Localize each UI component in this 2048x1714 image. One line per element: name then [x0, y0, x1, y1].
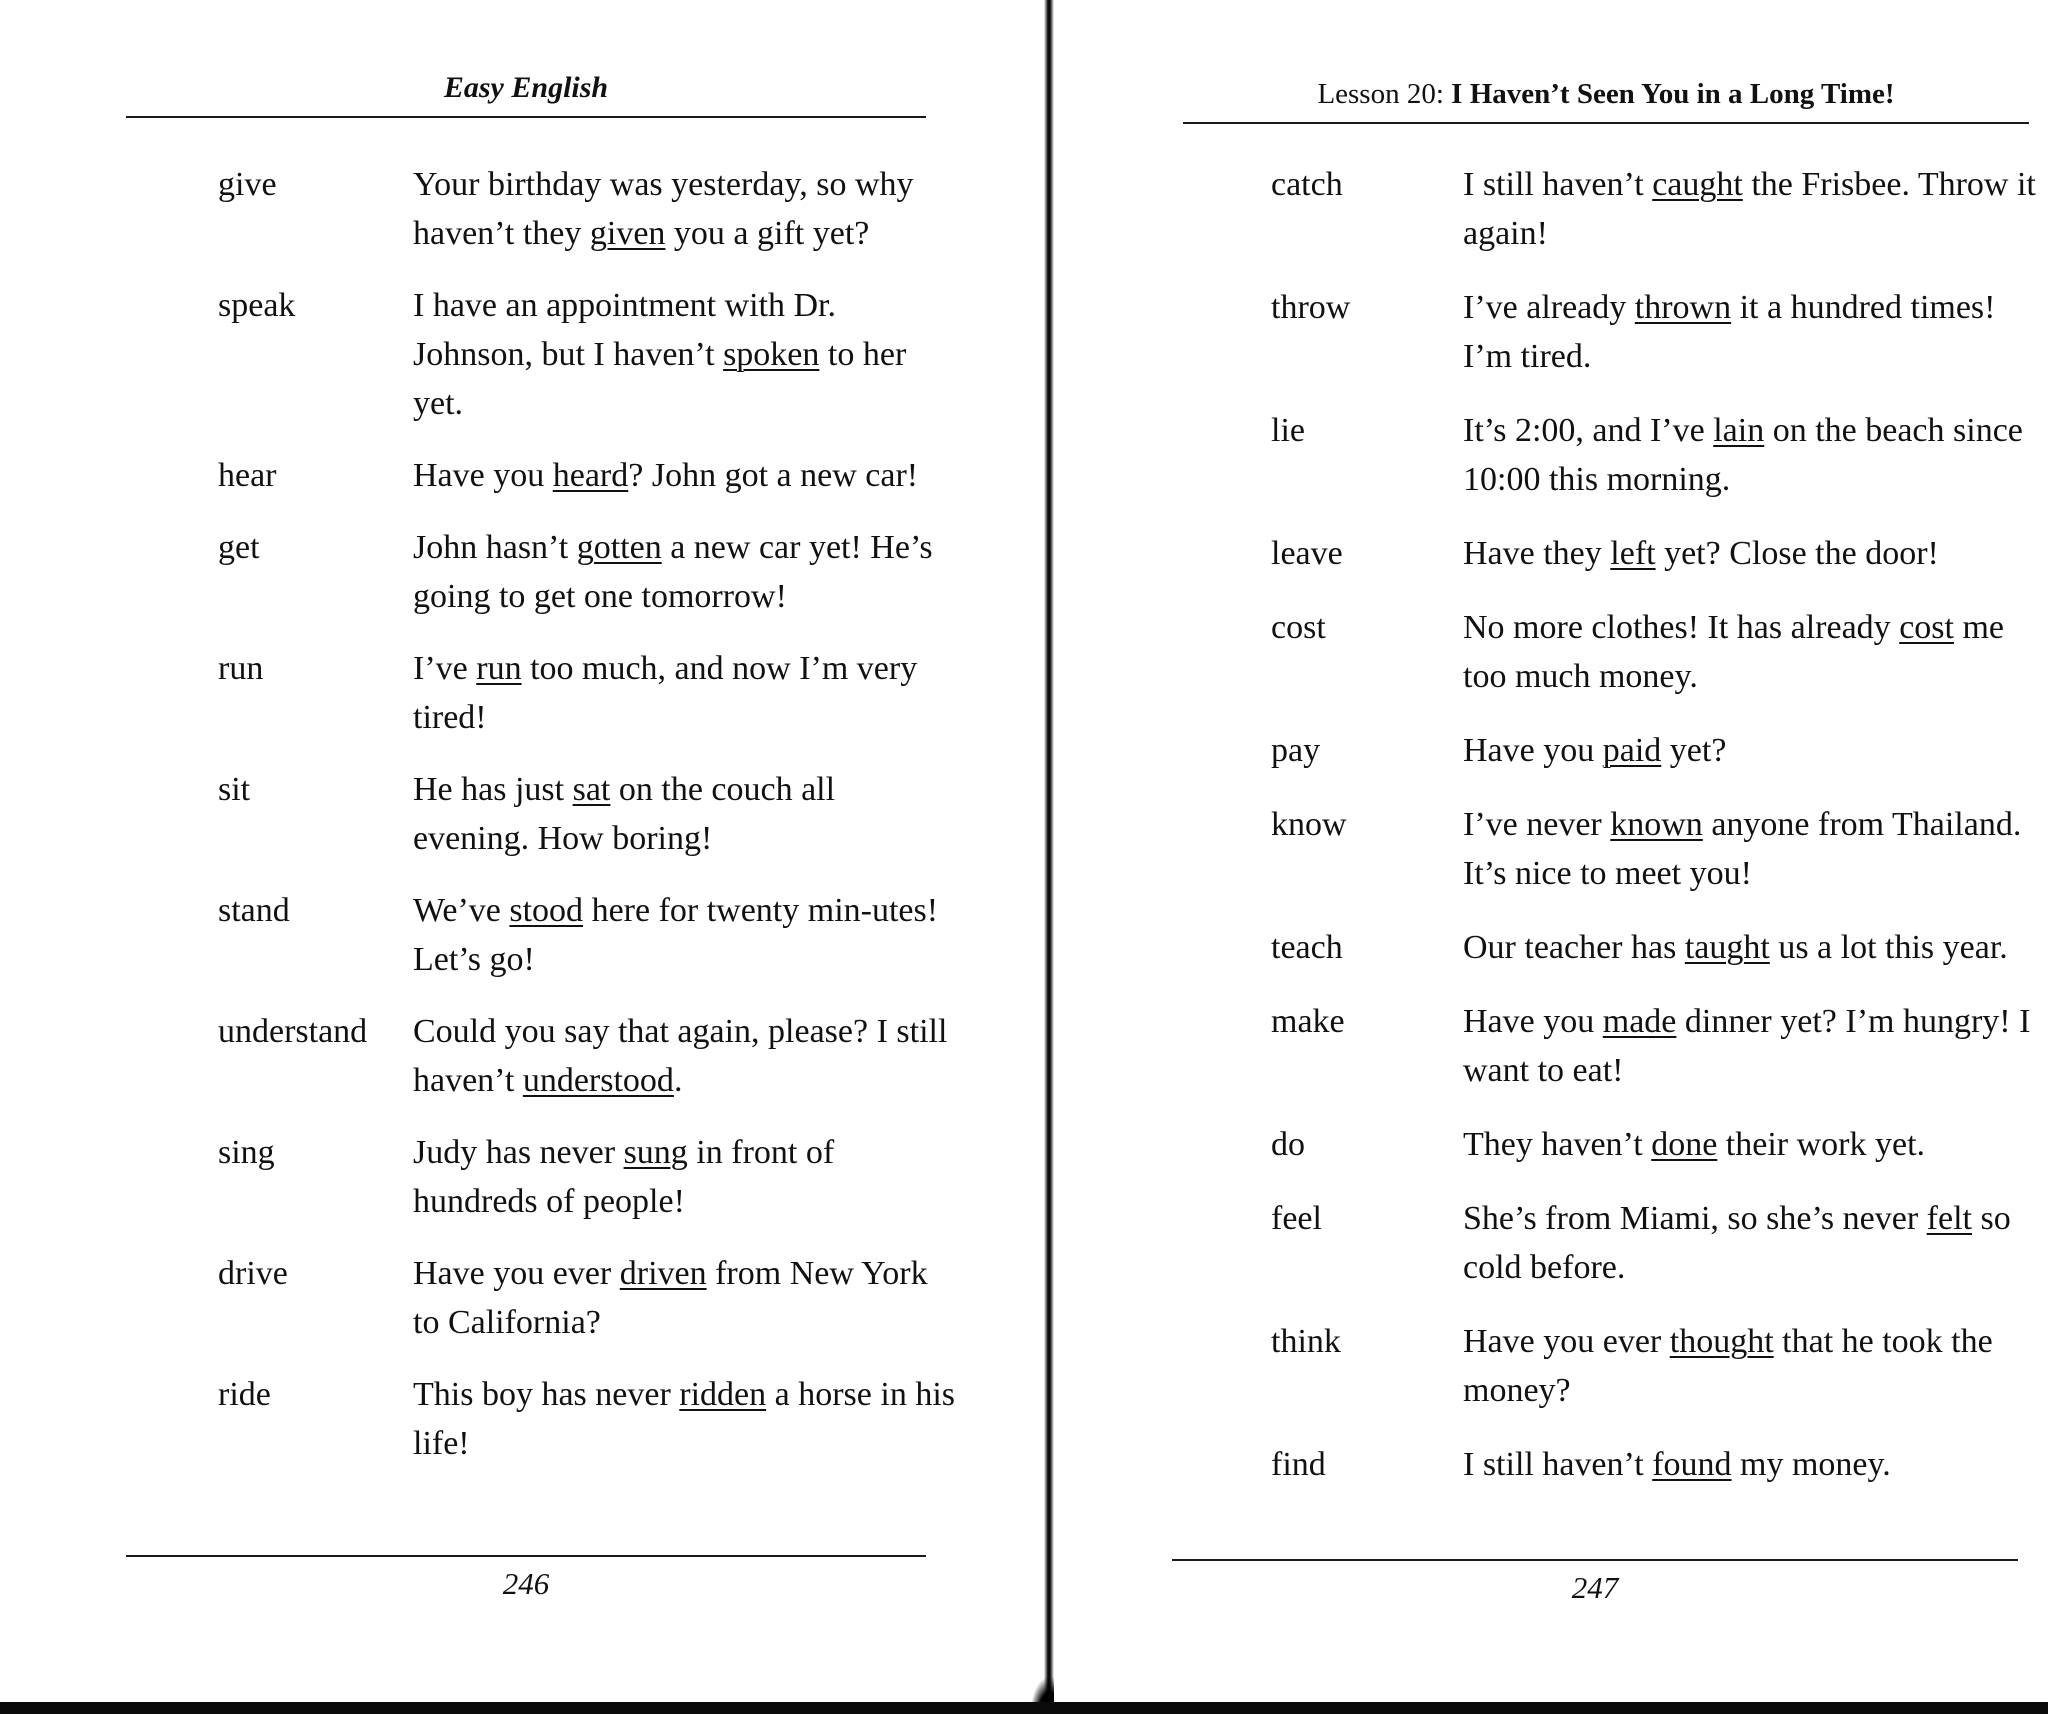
base-verb: ride — [218, 1376, 271, 1413]
sentence-text-after: here for twenty min-utes! Let’s go! — [413, 892, 939, 978]
book-gutter — [1044, 0, 1054, 1714]
page-number: 247 — [1571, 1570, 1619, 1605]
sentence-text-before: Have they — [1463, 535, 1611, 572]
lesson-title: I Haven’t Seen You in a Long Time! — [1451, 78, 1895, 110]
past-participle: known — [1610, 806, 1703, 843]
verb-entry — [1271, 1317, 2048, 1415]
example-sentence — [1463, 923, 2041, 972]
past-participle: heard — [552, 457, 629, 494]
sentence-text-after: you a gift yet? — [665, 215, 870, 252]
verb-entry — [218, 160, 958, 258]
sentence-text-before: I’ve — [413, 650, 477, 687]
verb-entry — [218, 1249, 958, 1347]
page-number: 246 — [502, 1566, 550, 1601]
sentence-text-before: Have you — [413, 457, 553, 494]
sentence-text-after: on the couch all evening. How boring! — [413, 771, 836, 857]
sentence-text-before: He has just — [413, 771, 573, 808]
sentence-text-after: from New York to California? — [413, 1255, 928, 1341]
past-participle: paid — [1602, 732, 1662, 769]
sentence-text-before: We’ve — [413, 892, 510, 929]
base-verb: catch — [1271, 166, 1343, 203]
base-verb: cost — [1271, 609, 1326, 646]
example-sentence — [1463, 529, 2041, 578]
past-participle: taught — [1684, 929, 1770, 966]
header-rule — [126, 116, 926, 118]
scan-bottom-edge — [0, 1702, 2048, 1714]
example-sentence — [413, 1007, 958, 1105]
sentence-text-before: Your birthday was yesterday, so why haven’t they — [413, 166, 914, 252]
verb-entry — [1271, 406, 2048, 504]
past-participle: stood — [509, 892, 584, 929]
past-participle: gotten — [576, 529, 662, 566]
base-verb: give — [218, 166, 277, 203]
verb-entry — [218, 451, 958, 500]
verb-entry — [1271, 923, 2048, 972]
example-sentence — [1463, 1120, 2041, 1169]
base-verb: do — [1271, 1126, 1305, 1163]
sentence-text-before: I have an appointment with Dr. Johnson, but I haven’t — [413, 287, 837, 373]
sentence-text-after: in front of hundreds of people! — [413, 1134, 835, 1220]
example-sentence — [1463, 800, 2041, 898]
example-sentence — [1463, 603, 2041, 701]
past-participle: sat — [572, 771, 611, 808]
base-verb: stand — [218, 892, 290, 929]
footer-rule — [1172, 1559, 2018, 1561]
sentence-text-after: anyone from Thailand. It’s nice to meet you! — [1463, 806, 2022, 892]
base-verb: sit — [218, 771, 251, 808]
example-sentence — [413, 886, 958, 984]
sentence-text-after: to her yet. — [413, 336, 907, 422]
right-page — [1054, 0, 2048, 1714]
past-participle: left — [1610, 535, 1656, 572]
example-sentence — [413, 160, 958, 258]
sentence-text-after: yet? Close the door! — [1655, 535, 1939, 572]
sentence-text-after: dinner yet? I’m hungry! I want to eat! — [1463, 1003, 2031, 1089]
past-participle: run — [476, 650, 522, 687]
verb-entry — [1271, 800, 2048, 898]
example-sentence — [1463, 283, 2041, 381]
verb-entry — [1271, 1194, 2048, 1292]
sentence-text-after: on the beach since 10:00 this morning. — [1463, 412, 2023, 498]
past-participle: thrown — [1634, 289, 1732, 326]
example-sentence — [413, 765, 958, 863]
verb-entry — [1271, 529, 2048, 578]
sentence-text-after: the Frisbee. Throw it again! — [1463, 166, 2036, 252]
base-verb: know — [1271, 806, 1347, 843]
verb-entry — [1271, 1120, 2048, 1169]
base-verb: speak — [218, 287, 296, 324]
sentence-text-before: Have you — [1463, 732, 1603, 769]
sentence-text-before: Judy has never — [413, 1134, 624, 1171]
past-participle: found — [1652, 1446, 1732, 1483]
verb-entry — [1271, 997, 2048, 1095]
sentence-text-before: I’ve already — [1463, 289, 1635, 326]
sentence-text-after: a new car yet! He’s going to get one tomorrow! — [413, 529, 933, 615]
lesson-label: Lesson 20: — [1317, 78, 1452, 110]
past-participle: spoken — [723, 336, 820, 373]
sentence-text-before: Our teacher has — [1463, 929, 1685, 966]
sentence-text-before: Could you say that again, please? I still haven’t — [413, 1013, 948, 1099]
base-verb: think — [1271, 1323, 1341, 1360]
verb-entry — [1271, 726, 2048, 775]
sentence-text-after: us a lot this year. — [1769, 929, 2008, 966]
sentence-text-before: I still haven’t — [1463, 166, 1653, 203]
past-participle: thought — [1669, 1323, 1774, 1360]
example-sentence — [1463, 406, 2041, 504]
verb-entry — [218, 523, 958, 621]
sentence-text-before: No more clothes! It has already — [1463, 609, 1900, 646]
verb-entry — [218, 281, 958, 428]
verb-entry — [1271, 160, 2048, 258]
example-sentence — [1463, 1317, 2041, 1415]
past-participle: driven — [619, 1255, 707, 1292]
past-participle: done — [1651, 1126, 1718, 1163]
sentence-text-after: yet? — [1661, 732, 1727, 769]
verb-entry — [218, 1128, 958, 1226]
running-head — [1183, 76, 2029, 112]
sentence-text-before: It’s 2:00, and I’ve — [1463, 412, 1714, 449]
sentence-text-before: Have you — [1463, 1003, 1603, 1040]
example-sentence — [413, 451, 958, 500]
footer-rule — [126, 1555, 926, 1557]
example-sentence — [1463, 1440, 2041, 1489]
sentence-text-before: This boy has never — [413, 1376, 680, 1413]
example-sentence — [1463, 1194, 2041, 1292]
past-participle: given — [589, 215, 666, 252]
sentence-text-after: . — [673, 1062, 683, 1099]
sentence-text-before: I still haven’t — [1463, 1446, 1653, 1483]
base-verb: leave — [1271, 535, 1343, 572]
sentence-text-before: Have you ever — [1463, 1323, 1670, 1360]
base-verb: run — [218, 650, 264, 687]
example-sentence — [1463, 726, 2041, 775]
sentence-text-before: I’ve never — [1463, 806, 1611, 843]
sentence-text-after: it a hundred times! I’m tired. — [1463, 289, 1996, 375]
example-sentence — [1463, 160, 2041, 258]
sentence-text-after: me too much money. — [1463, 609, 2005, 695]
example-sentence — [413, 523, 958, 621]
example-sentence — [413, 281, 958, 428]
base-verb: make — [1271, 1003, 1345, 1040]
verb-example-list — [218, 160, 958, 1491]
header-rule — [1183, 122, 2029, 124]
past-participle: lain — [1713, 412, 1765, 449]
base-verb: find — [1271, 1446, 1326, 1483]
past-participle: ridden — [679, 1376, 767, 1413]
base-verb: hear — [218, 457, 277, 494]
sentence-text-after: my money. — [1731, 1446, 1891, 1483]
sentence-text-after: so cold before. — [1463, 1200, 2011, 1286]
base-verb: feel — [1271, 1200, 1322, 1237]
sentence-text-before: They haven’t — [1463, 1126, 1652, 1163]
verb-entry — [1271, 283, 2048, 381]
sentence-text-after: that he took the money? — [1463, 1323, 1993, 1409]
example-sentence — [413, 1370, 958, 1468]
verb-entry — [1271, 1440, 2048, 1489]
past-participle: caught — [1652, 166, 1743, 203]
past-participle: felt — [1926, 1200, 1972, 1237]
example-sentence — [413, 644, 958, 742]
sentence-text-before: Have you ever — [413, 1255, 620, 1292]
base-verb: understand — [218, 1013, 368, 1050]
sentence-text-after: too much, and now I’m very tired! — [413, 650, 918, 736]
verb-example-list — [1271, 160, 2048, 1514]
verb-entry — [1271, 603, 2048, 701]
base-verb: sing — [218, 1134, 275, 1171]
past-participle: understood — [522, 1062, 674, 1099]
example-sentence — [413, 1128, 958, 1226]
past-participle: cost — [1899, 609, 1954, 646]
sentence-text-before: John hasn’t — [413, 529, 577, 566]
base-verb: pay — [1271, 732, 1321, 769]
example-sentence — [413, 1249, 958, 1347]
running-head: Easy English — [443, 71, 609, 104]
verb-entry — [218, 886, 958, 984]
base-verb: teach — [1271, 929, 1343, 966]
sentence-text-after: a horse in his life! — [413, 1376, 955, 1462]
base-verb: drive — [218, 1255, 288, 1292]
base-verb: throw — [1271, 289, 1351, 326]
verb-entry — [218, 1370, 958, 1468]
sentence-text-after: ? John got a new car! — [628, 457, 919, 494]
base-verb: lie — [1271, 412, 1305, 449]
sentence-text-before: She’s from Miami, so she’s never — [1463, 1200, 1927, 1237]
sentence-text-after: their work yet. — [1717, 1126, 1926, 1163]
example-sentence — [1463, 997, 2041, 1095]
verb-entry — [218, 644, 958, 742]
verb-entry — [218, 1007, 958, 1105]
past-participle: sung — [623, 1134, 688, 1171]
past-participle: made — [1602, 1003, 1677, 1040]
verb-entry — [218, 765, 958, 863]
base-verb: get — [218, 529, 260, 566]
